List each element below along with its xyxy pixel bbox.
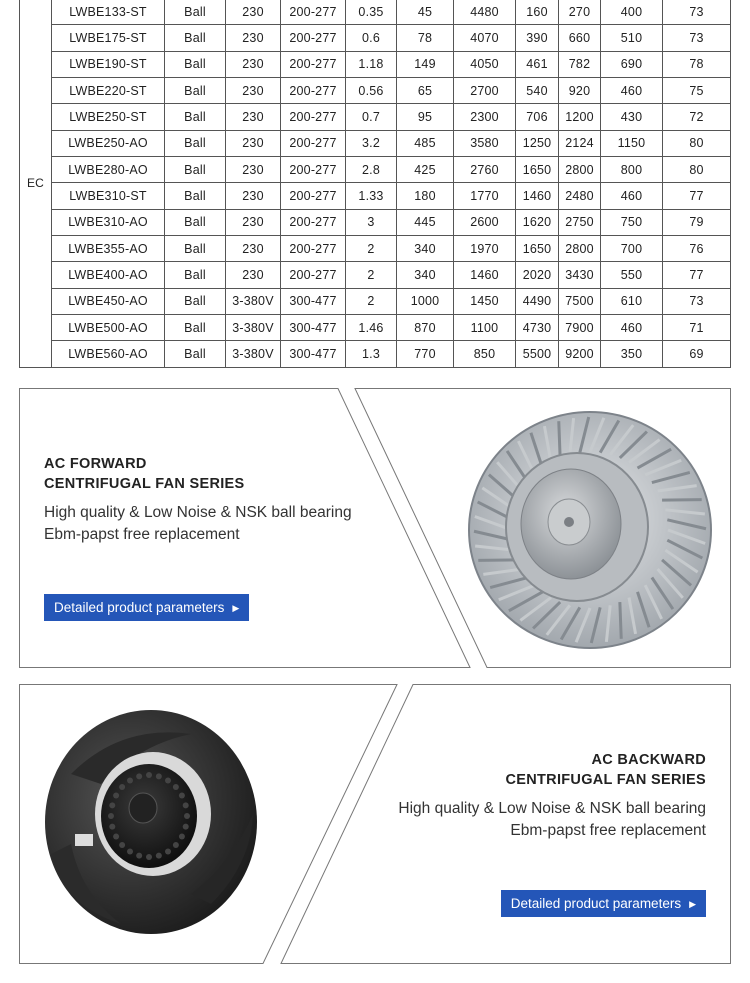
cell-speed: 4070 xyxy=(454,25,516,51)
table-row xyxy=(20,104,731,130)
cell-airflow-1: 540 xyxy=(516,78,559,104)
cell-model: LWBE355-AO xyxy=(52,236,165,262)
cell-pressure: 350 xyxy=(601,341,663,368)
backward-panel-description xyxy=(398,798,706,842)
forward-detailed-parameters-button[interactable] xyxy=(44,594,249,621)
cell-voltage-range: 200-277 xyxy=(281,25,346,51)
cell-voltage: 230 xyxy=(226,183,281,209)
cell-airflow-2: 2124 xyxy=(559,130,601,156)
cell-voltage: 3-380V xyxy=(226,341,281,368)
cell-current: 0.56 xyxy=(346,78,397,104)
cell-voltage-range: 300-477 xyxy=(281,341,346,368)
cell-power: 445 xyxy=(397,209,454,235)
cell-airflow-2: 9200 xyxy=(559,341,601,368)
cell-airflow-2: 3430 xyxy=(559,262,601,288)
cell-airflow-1: 1620 xyxy=(516,209,559,235)
cell-voltage: 3-380V xyxy=(226,288,281,314)
cell-airflow-2: 7900 xyxy=(559,315,601,341)
cell-speed: 4480 xyxy=(454,0,516,25)
cell-speed: 1460 xyxy=(454,262,516,288)
cell-voltage: 230 xyxy=(226,209,281,235)
cell-bearing: Ball xyxy=(165,51,226,77)
cell-speed: 1100 xyxy=(454,315,516,341)
cell-airflow-2: 2750 xyxy=(559,209,601,235)
cell-airflow-1: 706 xyxy=(516,104,559,130)
cell-model: LWBE310-AO xyxy=(52,209,165,235)
cell-noise: 75 xyxy=(663,78,731,104)
cell-voltage: 3-380V xyxy=(226,315,281,341)
cell-bearing: Ball xyxy=(165,104,226,130)
cell-voltage-range: 200-277 xyxy=(281,78,346,104)
cell-pressure: 460 xyxy=(601,315,663,341)
cell-model: LWBE500-AO xyxy=(52,315,165,341)
cell-power: 340 xyxy=(397,262,454,288)
cell-airflow-1: 390 xyxy=(516,25,559,51)
table-row xyxy=(20,262,731,288)
title-line-1: AC BACKWARD xyxy=(591,752,706,768)
cell-bearing: Ball xyxy=(165,25,226,51)
spec-table-body xyxy=(20,0,731,368)
table-row xyxy=(20,130,731,156)
series-group-label: EC xyxy=(20,0,52,368)
table-row xyxy=(20,236,731,262)
table-row xyxy=(20,51,731,77)
cell-airflow-1: 4490 xyxy=(516,288,559,314)
cell-pressure: 510 xyxy=(601,25,663,51)
table-row xyxy=(20,157,731,183)
forward-panel-title xyxy=(44,454,245,494)
cell-airflow-2: 2800 xyxy=(559,157,601,183)
table-row xyxy=(20,78,731,104)
cell-speed: 2760 xyxy=(454,157,516,183)
cell-voltage: 230 xyxy=(226,25,281,51)
cell-voltage: 230 xyxy=(226,0,281,25)
cell-voltage-range: 200-277 xyxy=(281,183,346,209)
cell-pressure: 700 xyxy=(601,236,663,262)
cell-voltage-range: 200-277 xyxy=(281,0,346,25)
cell-current: 3.2 xyxy=(346,130,397,156)
table-row xyxy=(20,315,731,341)
cell-voltage-range: 200-277 xyxy=(281,262,346,288)
cell-airflow-1: 2020 xyxy=(516,262,559,288)
cell-noise: 73 xyxy=(663,25,731,51)
cell-bearing: Ball xyxy=(165,341,226,368)
cell-speed: 1770 xyxy=(454,183,516,209)
cell-pressure: 460 xyxy=(601,183,663,209)
table-row xyxy=(20,341,731,368)
cell-noise: 69 xyxy=(663,341,731,368)
cell-current: 0.6 xyxy=(346,25,397,51)
cell-current: 2 xyxy=(346,236,397,262)
cell-bearing: Ball xyxy=(165,183,226,209)
cell-pressure: 550 xyxy=(601,262,663,288)
cell-airflow-1: 4730 xyxy=(516,315,559,341)
cell-airflow-2: 920 xyxy=(559,78,601,104)
cell-noise: 80 xyxy=(663,157,731,183)
table-row xyxy=(20,0,731,25)
cell-power: 149 xyxy=(397,51,454,77)
cell-voltage-range: 200-277 xyxy=(281,51,346,77)
cell-voltage-range: 200-277 xyxy=(281,157,346,183)
cell-airflow-1: 461 xyxy=(516,51,559,77)
table-row xyxy=(20,288,731,314)
cell-model: LWBE250-ST xyxy=(52,104,165,130)
cell-voltage: 230 xyxy=(226,104,281,130)
cell-model: LWBE560-AO xyxy=(52,341,165,368)
cell-voltage: 230 xyxy=(226,262,281,288)
cell-speed: 2300 xyxy=(454,104,516,130)
cell-voltage-range: 300-477 xyxy=(281,288,346,314)
title-line-2: CENTRIFUGAL FAN SERIES xyxy=(505,772,706,788)
cell-model: LWBE450-AO xyxy=(52,288,165,314)
cell-bearing: Ball xyxy=(165,209,226,235)
cell-voltage-range: 200-277 xyxy=(281,236,346,262)
cell-airflow-1: 1650 xyxy=(516,236,559,262)
backward-panel-title xyxy=(506,750,707,790)
desc-line-2: Ebm-papst free replacement xyxy=(44,526,240,543)
cell-bearing: Ball xyxy=(165,236,226,262)
cell-pressure: 690 xyxy=(601,51,663,77)
cell-pressure: 1150 xyxy=(601,130,663,156)
cell-power: 425 xyxy=(397,157,454,183)
backward-detailed-parameters-button[interactable] xyxy=(501,890,706,917)
cell-noise: 78 xyxy=(663,51,731,77)
cell-voltage: 230 xyxy=(226,236,281,262)
cell-power: 45 xyxy=(397,0,454,25)
cell-noise: 76 xyxy=(663,236,731,262)
cell-power: 870 xyxy=(397,315,454,341)
title-line-1: AC FORWARD xyxy=(44,456,147,472)
button-label: Detailed product parameters xyxy=(54,600,225,615)
cell-airflow-1: 1460 xyxy=(516,183,559,209)
cell-speed: 1970 xyxy=(454,236,516,262)
cell-airflow-1: 1250 xyxy=(516,130,559,156)
cell-airflow-2: 2800 xyxy=(559,236,601,262)
spec-table xyxy=(19,0,731,368)
cell-pressure: 750 xyxy=(601,209,663,235)
cell-voltage: 230 xyxy=(226,130,281,156)
forward-fan-panel xyxy=(19,388,731,668)
play-arrow-icon: ▶ xyxy=(689,899,696,909)
table-row xyxy=(20,209,731,235)
cell-model: LWBE250-AO xyxy=(52,130,165,156)
cell-model: LWBE280-AO xyxy=(52,157,165,183)
cell-speed: 1450 xyxy=(454,288,516,314)
forward-fan-image xyxy=(459,402,721,654)
cell-current: 1.33 xyxy=(346,183,397,209)
cell-noise: 77 xyxy=(663,262,731,288)
backward-fan-panel xyxy=(19,684,731,964)
cell-bearing: Ball xyxy=(165,130,226,156)
cell-model: LWBE400-AO xyxy=(52,262,165,288)
cell-pressure: 400 xyxy=(601,0,663,25)
cell-airflow-2: 1200 xyxy=(559,104,601,130)
cell-current: 1.18 xyxy=(346,51,397,77)
cell-bearing: Ball xyxy=(165,315,226,341)
cell-noise: 72 xyxy=(663,104,731,130)
cell-airflow-1: 1650 xyxy=(516,157,559,183)
cell-pressure: 610 xyxy=(601,288,663,314)
desc-line-1: High quality & Low Noise & NSK ball bearing xyxy=(398,800,706,817)
cell-pressure: 430 xyxy=(601,104,663,130)
cell-power: 95 xyxy=(397,104,454,130)
cell-current: 1.46 xyxy=(346,315,397,341)
cell-bearing: Ball xyxy=(165,157,226,183)
desc-line-1: High quality & Low Noise & NSK ball bearing xyxy=(44,504,352,521)
cell-current: 0.7 xyxy=(346,104,397,130)
cell-current: 2 xyxy=(346,262,397,288)
cell-airflow-1: 160 xyxy=(516,0,559,25)
cell-speed: 850 xyxy=(454,341,516,368)
cell-model: LWBE175-ST xyxy=(52,25,165,51)
cell-power: 770 xyxy=(397,341,454,368)
cell-voltage-range: 300-477 xyxy=(281,315,346,341)
cell-power: 485 xyxy=(397,130,454,156)
cell-model: LWBE190-ST xyxy=(52,51,165,77)
forward-panel-description xyxy=(44,502,352,546)
cell-speed: 3580 xyxy=(454,130,516,156)
cell-power: 340 xyxy=(397,236,454,262)
cell-bearing: Ball xyxy=(165,0,226,25)
cell-power: 65 xyxy=(397,78,454,104)
cell-pressure: 800 xyxy=(601,157,663,183)
cell-bearing: Ball xyxy=(165,262,226,288)
cell-current: 1.3 xyxy=(346,341,397,368)
backward-fan-image xyxy=(31,704,271,944)
cell-noise: 73 xyxy=(663,0,731,25)
button-label: Detailed product parameters xyxy=(510,896,682,911)
cell-noise: 80 xyxy=(663,130,731,156)
cell-current: 0.35 xyxy=(346,0,397,25)
cell-airflow-2: 270 xyxy=(559,0,601,25)
cell-pressure: 460 xyxy=(601,78,663,104)
cell-noise: 79 xyxy=(663,209,731,235)
cell-power: 1000 xyxy=(397,288,454,314)
table-row xyxy=(20,25,731,51)
table-row xyxy=(20,183,731,209)
cell-model: LWBE310-ST xyxy=(52,183,165,209)
cell-airflow-2: 782 xyxy=(559,51,601,77)
title-line-2: CENTRIFUGAL FAN SERIES xyxy=(44,476,245,492)
cell-voltage: 230 xyxy=(226,157,281,183)
cell-bearing: Ball xyxy=(165,78,226,104)
cell-model: LWBE133-ST xyxy=(52,0,165,25)
cell-power: 180 xyxy=(397,183,454,209)
desc-line-2: Ebm-papst free replacement xyxy=(510,822,706,839)
cell-voltage: 230 xyxy=(226,78,281,104)
cell-voltage-range: 200-277 xyxy=(281,104,346,130)
play-arrow-icon: ▶ xyxy=(232,603,240,613)
cell-bearing: Ball xyxy=(165,288,226,314)
cell-airflow-2: 660 xyxy=(559,25,601,51)
cell-speed: 2700 xyxy=(454,78,516,104)
cell-airflow-1: 5500 xyxy=(516,341,559,368)
cell-model: LWBE220-ST xyxy=(52,78,165,104)
cell-noise: 71 xyxy=(663,315,731,341)
cell-current: 3 xyxy=(346,209,397,235)
cell-airflow-2: 7500 xyxy=(559,288,601,314)
cell-noise: 73 xyxy=(663,288,731,314)
cell-power: 78 xyxy=(397,25,454,51)
cell-current: 2 xyxy=(346,288,397,314)
cell-speed: 2600 xyxy=(454,209,516,235)
cell-current: 2.8 xyxy=(346,157,397,183)
cell-voltage-range: 200-277 xyxy=(281,130,346,156)
cell-speed: 4050 xyxy=(454,51,516,77)
cell-noise: 77 xyxy=(663,183,731,209)
cell-voltage: 230 xyxy=(226,51,281,77)
cell-airflow-2: 2480 xyxy=(559,183,601,209)
cell-voltage-range: 200-277 xyxy=(281,209,346,235)
